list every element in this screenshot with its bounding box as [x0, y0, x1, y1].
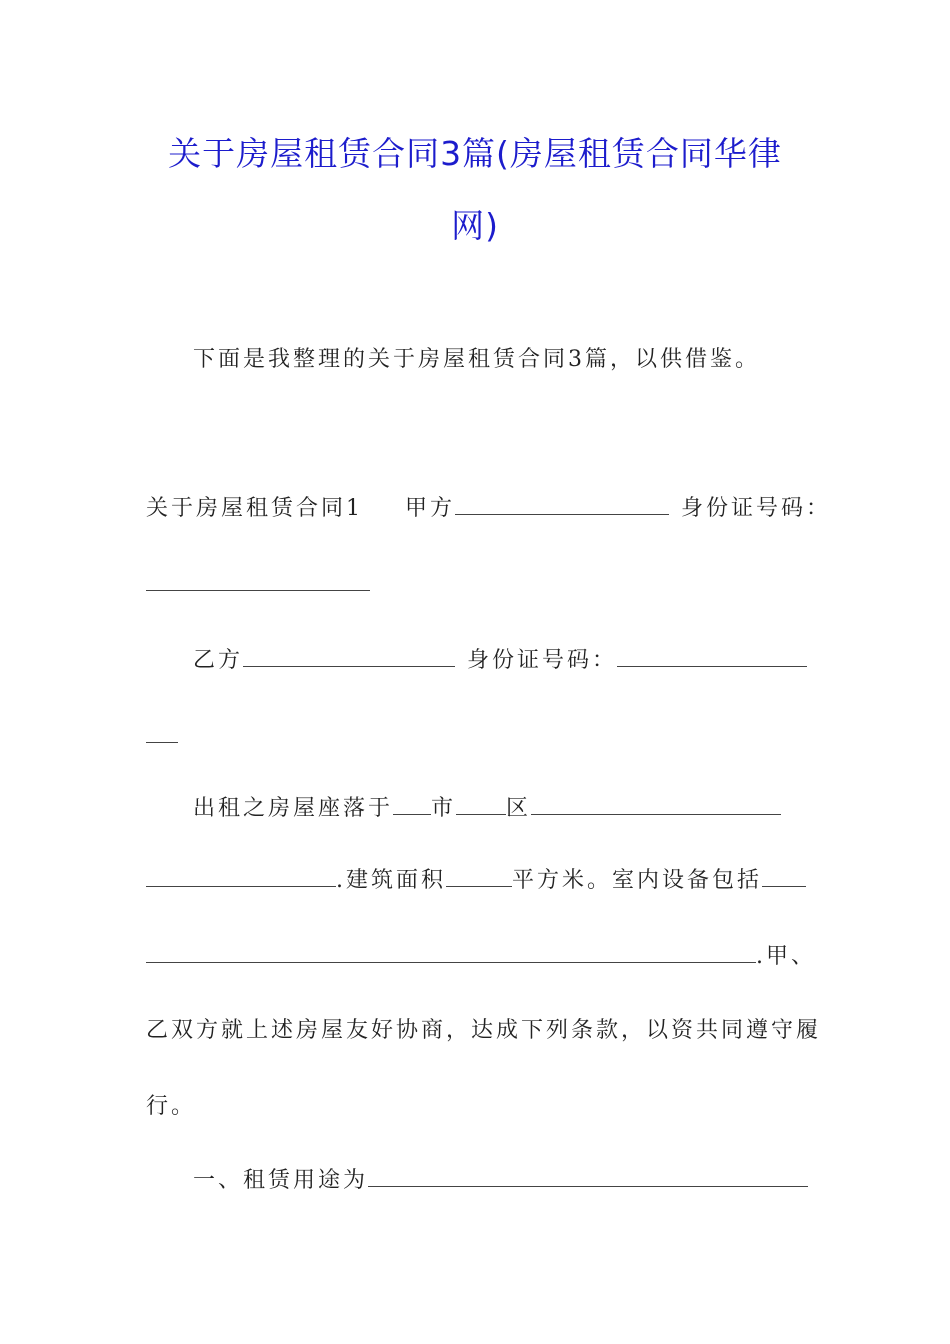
address-blank — [531, 796, 781, 815]
location-line — [193, 794, 781, 824]
equipment-line — [146, 942, 816, 972]
document-title-line-1: 关于房屋租赁合同3篇(房屋租赁合同华律 — [168, 134, 782, 173]
party-b-id-label: 身份证号码： — [467, 648, 618, 673]
city-label: 市 — [431, 796, 457, 821]
document-title-line-2: 网) — [451, 206, 499, 245]
intro-paragraph: 下面是我整理的关于房屋租赁合同3篇，以供借鉴。 — [193, 347, 760, 372]
party-b-line — [193, 646, 807, 676]
equipment-blank-continued — [146, 944, 756, 963]
area-label: .建筑面积 — [336, 868, 446, 893]
section1-heading: 关于房屋租赁合同1 — [146, 496, 363, 521]
city-blank — [393, 796, 431, 815]
party-a-name-blank — [455, 496, 669, 515]
area-blank — [446, 868, 512, 887]
area-line — [146, 866, 806, 896]
party-a-id-line — [146, 570, 370, 600]
party-a-label: 甲方 — [405, 496, 456, 521]
district-label: 区 — [506, 796, 532, 821]
district-blank — [456, 796, 506, 815]
party-a-id-blank — [146, 572, 370, 591]
usage-blank — [368, 1168, 808, 1187]
party-b-id-blank-tail — [146, 724, 178, 743]
party-ab-label: .甲、 — [756, 944, 816, 969]
party-b-id-continuation — [146, 722, 178, 752]
address-blank-continued — [146, 868, 336, 887]
area-unit: 平方米。室内设备包括 — [512, 868, 763, 893]
negotiation-tail-line: 行。 — [146, 1094, 197, 1119]
location-prefix: 出租之房屋座落于 — [193, 796, 394, 821]
party-b-label: 乙方 — [193, 648, 244, 673]
negotiation-line: 乙双方就上述房屋友好协商，达成下列条款，以资共同遵守履 — [146, 1018, 822, 1043]
party-b-name-blank — [243, 648, 455, 667]
party-a-id-label: 身份证号码： — [681, 496, 832, 521]
party-b-id-blank — [617, 648, 807, 667]
clause1-line — [193, 1166, 808, 1196]
clause1-label: 一、租赁用途为 — [193, 1168, 369, 1193]
equipment-blank — [762, 868, 806, 887]
party-a-line — [146, 494, 831, 524]
